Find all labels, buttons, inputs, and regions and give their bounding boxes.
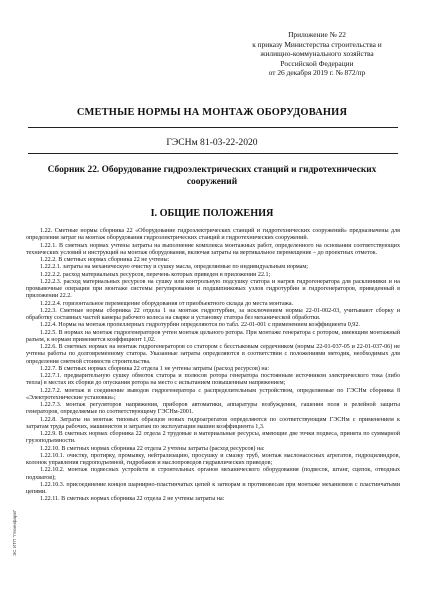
appendix-line: к приказу Министерства строительства и	[252, 39, 382, 49]
top-divider	[28, 127, 398, 128]
appendix-line: Приложение № 22	[288, 30, 346, 39]
paragraph: 1.22.8. Затраты на монтаж типовых образцов новых гидроагрегатов определяются по соответствующим ГЭСНм с применением к затратам труда рабочих, машинистов и затратам по эксплуатации машин коэффициента 1,3.	[26, 416, 400, 430]
appendix-line: Российской Федерации	[280, 58, 354, 68]
bottom-divider	[28, 153, 398, 154]
paragraph: 1.22.2.2. расход материальных ресурсов, перечень которых приведен в приложении 22.1;	[40, 271, 271, 278]
section-heading: I. ОБЩИЕ ПОЛОЖЕНИЯ	[150, 208, 274, 219]
paragraph: 1.22.11. В сметных нормах сборника 22 отдела 2 не учтены затраты на:	[40, 496, 225, 503]
collection-title: Сборник 22. Оборудование гидроэлектрических станций и гидротехнических сооружений	[47, 165, 377, 187]
paragraph: 1.22. Сметные нормы сборника 22 «Оборудование гидроэлектрических станций и гидротехнических сооружений» предназначены для определения затрат на монтаж оборудования гидроэлектрических станций и гидротехнических сооружений.	[26, 228, 400, 242]
paragraph: 1.22.2. В сметных нормах сборника 22 не учтены:	[40, 257, 170, 263]
paragraph: 1.22.7.2. монтаж и соединение выводов гидрогенератора с распределительным устройством, определяемые по ГЭСНм сборника 8 «Электротехнические установки»;	[26, 387, 400, 401]
paragraph: 1.22.4. Нормы на монтаж пропеллерных гидротурбин определяются по табл. 22-01-001 с применением коэффициента 0,92.	[40, 322, 360, 329]
document-body	[26, 228, 400, 504]
paragraph: 1.22.9. В сметных нормах сборника 22 отдела 2 трудовые и материальные ресурсы, имеющие две точки подвеса, принята по суммарной грузоподъемности.	[26, 431, 400, 445]
paragraph: 1.22.2.3. расход материальных ресурсов на сушку или контрольную подсушку статора и нагрев гидрогенератора для расклинивки и на промывочные операции при монтаже системы регулирования и подшипниковых узлов гидротурбин и гидрогенераторов, приведенный в приложении 22.2.	[26, 278, 400, 300]
paragraph: 1.22.6. В сметных нормах на монтаж гидрогенераторов со статором с бесстыковым сердечником (нормы 22-01-037-05 и 22-01-037-06) не учтены работы по долговременному статора. Указанные затраты определяются в соответствии с положениями методик, необходимых для определения сметной стоимости строительства.	[26, 344, 400, 365]
paragraph: 1.22.7.3. монтаж регуляторов напряжения, приборов автоматики, аппаратуры возбуждения, гашения поля и релейной защиты генераторов, определяемые по соответствующему ГЭСНм-2001.	[26, 402, 400, 416]
norms-code: ГЭСНм 81-03-22-2020	[166, 137, 258, 148]
paragraph: 1.22.10.2. монтаж подвесных устройств и строительных органов механического оборудования (подвесок, штанг, сцепок, отводных подхватов);	[26, 467, 400, 481]
paragraph: 1.22.7.1. предварительную сушку обмоток статора и полюсов ротора генератора постоянным источником электрического тока (либо тепла) в местах их сборки до опускания ротора на место с испытанием повышенным напряжением;	[26, 373, 400, 387]
paragraph: 1.22.10. В сметных нормах сборника 22 отдела 2 учтены затраты (расход ресурсов) на:	[40, 445, 265, 452]
paragraph: 1.22.1. В сметных нормах учтены затраты на выполнение комплекса монтажных работ, определенного на основании соответствующих технических условий и инструкций на монтаж оборудования, включая затраты на вертикальное перемещение – до проектных отметок.	[26, 242, 400, 256]
paragraph: 1.22.3. Сметные нормы сборника 22 отдела 1 на монтаж гидротурбин, за исключением нормы 22-01-002-03, учитывают сборку и обработку составных частей камеры рабочего колеса на сварке и установку статора без механической обработки.	[26, 307, 400, 321]
appendix-line: от 26 декабря 2019 г. № 872/пр	[268, 68, 366, 78]
paragraph: 1.22.7. В сметных нормах сборника 22 отдела 1 не учтены затраты (расход ресурсов) на:	[40, 365, 270, 372]
paragraph: 1.22.2.4. горизонтальное перемещение оборудования от приобъектного склада до места монтажа.	[40, 300, 294, 307]
appendix-block	[232, 30, 402, 78]
paragraph: 1.22.2.1. затраты на механическую очистку и сушку масла, определяемые по индивидуальным нормам;	[40, 264, 308, 271]
paragraph: 1.22.5. В нормах на монтаж гидрогенераторов учтен монтаж цельного ротора. При монтаже генератора с ротором, имеющим монтажный разъем, к нормам применяется коэффициент 1,02.	[26, 329, 400, 343]
paragraph: 1.22.10.3. присоединение концов шарнирно-пластинчатых цепей к затворам и противовесам при монтаже механизмов с пластинчатыми цепями.	[26, 481, 400, 495]
document-title: СМЕТНЫЕ НОРМЫ НА МОНТАЖ ОБОРУДОВАНИЯ	[76, 107, 348, 118]
side-stamp: ЭС ИТП "Геоинфарм"	[12, 509, 17, 556]
paragraph: 1.22.10.1. очистку, протирку, промывку, нейтрализацию, просушку и смазку труб, монтаж маслонасосных агрегатов, гидроцилиндров, колонок управления гидроподъемной, гидробаков и маслопроводов гидравлических приводов;	[26, 452, 400, 466]
appendix-line: жилищно-коммунального хозяйства	[260, 49, 374, 59]
